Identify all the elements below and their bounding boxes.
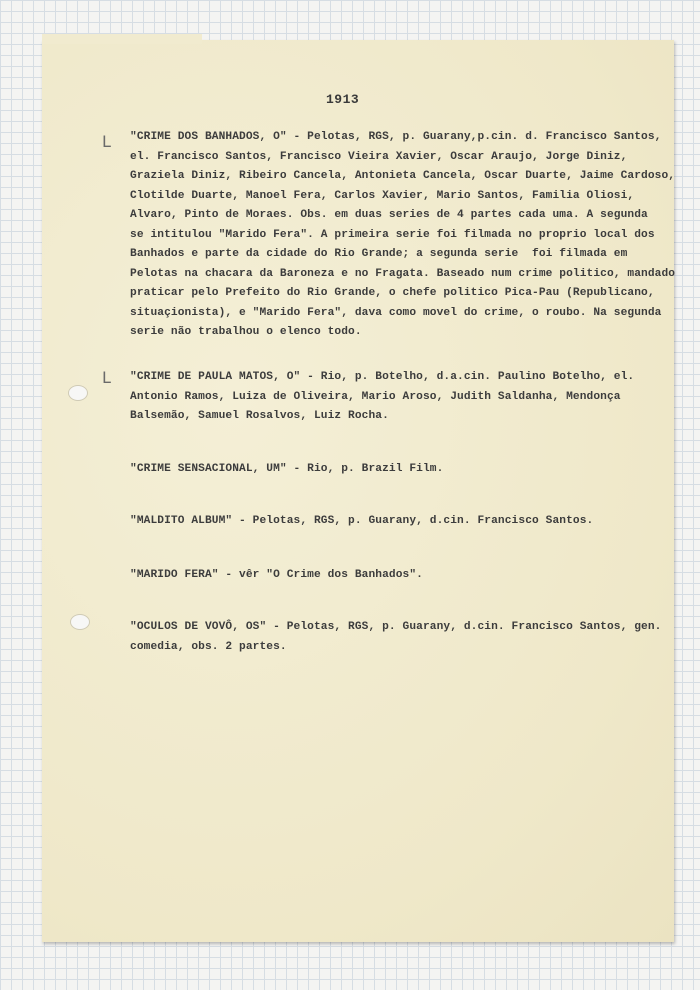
entry-line: "CRIME DOS BANHADOS, O" - Pelotas, RGS, p. Guarany,p.cin. d. Francisco Santos, [130, 131, 662, 143]
margin-mark: L [102, 132, 111, 151]
typed-page [42, 40, 674, 942]
entry-line: Banhados e parte da cidade do Rio Grande; a segunda serie foi filmada em [130, 248, 628, 260]
margin-mark: L [102, 368, 111, 387]
entry-line: Pelotas na chacara da Baroneza e no Fragata. Baseado num crime politico, mandado [130, 267, 676, 280]
entry-oculos-de-vovo [130, 618, 662, 657]
entry-line: "CRIME DE PAULA MATOS, O" - Rio, p. Botelho, d.a.cin. Paulino Botelho, el. [130, 371, 635, 383]
entry-line: Graziela Diniz, Ribeiro Cancela, Antonieta Cancela, Oscar Duarte, Jaime Cardoso, [130, 170, 676, 182]
entry-line: se intitulou "Marido Fera". A primeira serie foi filmada no proprio local dos [130, 228, 655, 241]
entry-line: serie não trabalhou o elenco todo. [130, 326, 362, 338]
entry-line: praticar pelo Prefeito do Rio Grande, o chefe politico Pica-Pau (Republicano, [130, 287, 655, 299]
entry-line: "OCULOS DE VOVÔ, OS" - Pelotas, RGS, p. Guarany, d.cin. Francisco Santos, gen. [130, 621, 662, 633]
entry-crime-sensacional [130, 460, 650, 480]
entry-line: "MALDITO ALBUM" - Pelotas, RGS, p. Guarany, d.cin. Francisco Santos. [130, 515, 594, 527]
punch-hole-top [68, 385, 88, 401]
entry-line: Antonio Ramos, Luiza de Oliveira, Mario Aroso, Judith Saldanha, Mendonça [130, 390, 621, 403]
entry-line: Clotilde Duarte, Manoel Fera, Carlos Xavier, Mario Santos, Familia Oliosi, [130, 189, 635, 202]
entry-line: Alvaro, Pinto de Moraes. Obs. em duas series de 4 partes cada uma. A segunda [130, 209, 648, 221]
entry-line: "CRIME SENSACIONAL, UM" - Rio, p. Brazil Film. [130, 463, 444, 475]
entry-line: situaçionista), e "Marido Fera", dava como movel do crime, o roubo. Na segunda [130, 306, 662, 319]
entry-marido-fera [130, 566, 650, 586]
entry-crime-dos-banhados [130, 128, 676, 343]
entry-line: Balsemão, Samuel Rosalvos, Luiz Rocha. [130, 410, 389, 422]
page-year: 1913 [326, 92, 360, 107]
entry-maldito-album [130, 512, 650, 532]
entry-line: comedia, obs. 2 partes. [130, 640, 287, 653]
punch-hole-bottom [70, 614, 90, 630]
entry-line: el. Francisco Santos, Francisco Vieira Xavier, Oscar Araujo, Jorge Diniz, [130, 150, 628, 163]
entry-line: "MARIDO FERA" - vêr "O Crime dos Banhados". [130, 569, 423, 581]
entry-crime-de-paula-matos [130, 368, 650, 427]
